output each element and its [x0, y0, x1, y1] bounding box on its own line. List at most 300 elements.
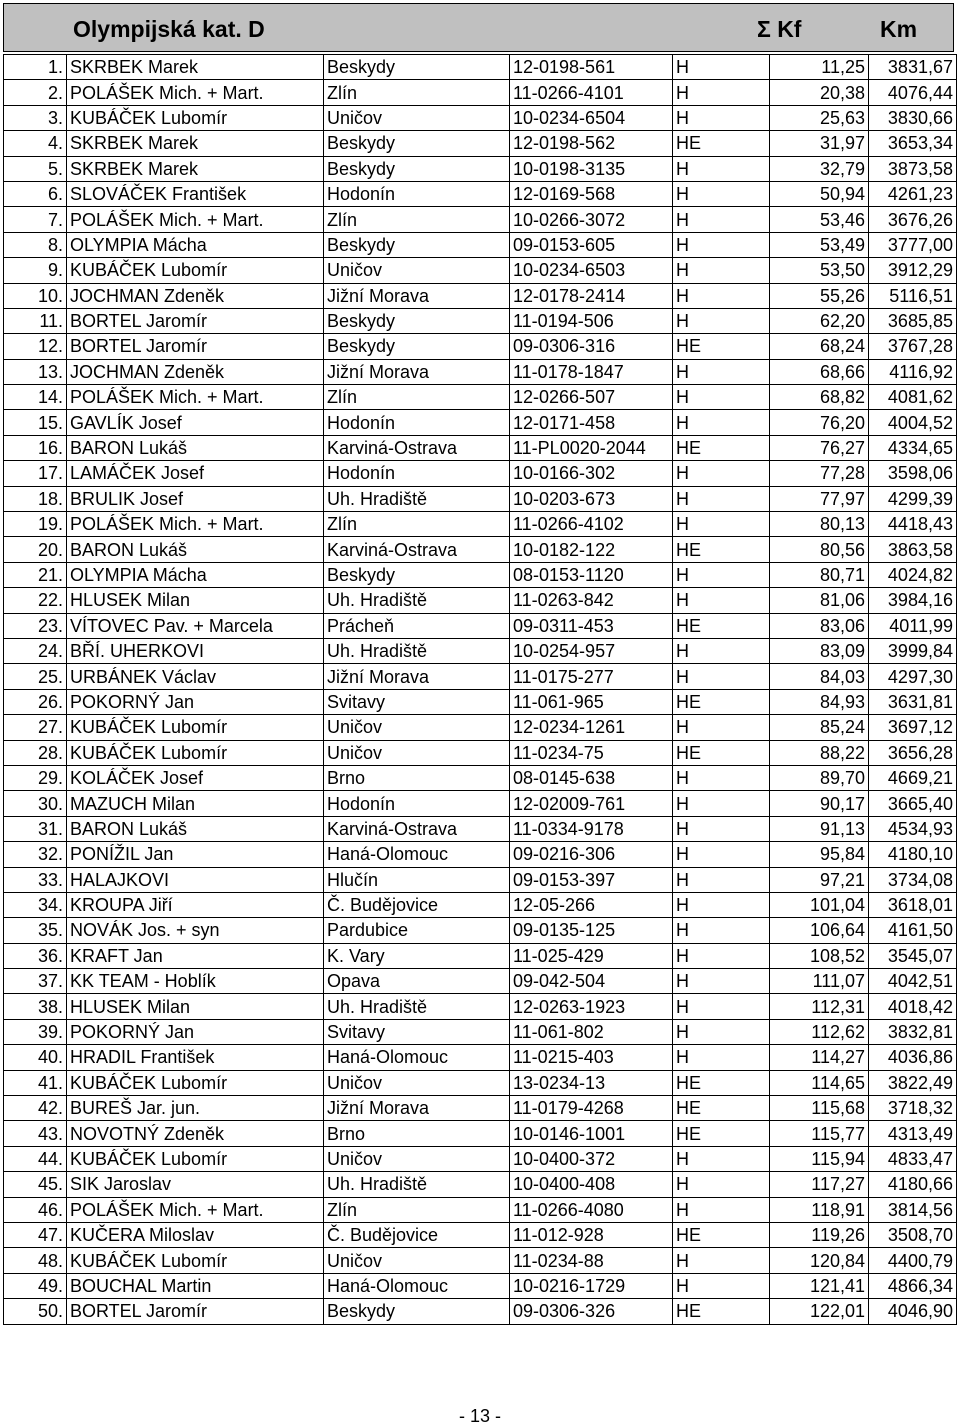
category-cell: H: [673, 207, 770, 232]
table-row: [4, 765, 957, 790]
category-cell: H: [673, 55, 770, 80]
table-row: [4, 537, 957, 562]
category-cell: H: [673, 486, 770, 511]
name-cell: KUBÁČEK Lubomír: [67, 715, 324, 740]
ring-id-cell: 13-0234-13: [510, 1070, 673, 1095]
kf-cell: 55,26: [770, 283, 869, 308]
category-cell: H: [673, 1197, 770, 1222]
category-cell: H: [673, 156, 770, 181]
name-cell: BORTEL Jaromír: [67, 308, 324, 333]
table-row: [4, 512, 957, 537]
rank-cell: 19.: [4, 512, 67, 537]
rank-cell: 25.: [4, 664, 67, 689]
table-row: [4, 1273, 957, 1298]
table-row: [4, 664, 957, 689]
km-cell: 4011,99: [869, 613, 957, 638]
category-cell: H: [673, 1172, 770, 1197]
kf-cell: 77,28: [770, 461, 869, 486]
name-cell: SIK Jaroslav: [67, 1172, 324, 1197]
km-cell: 3618,01: [869, 892, 957, 917]
km-cell: 3653,34: [869, 131, 957, 156]
table-row: [4, 258, 957, 283]
km-cell: 3777,00: [869, 232, 957, 257]
ring-id-cell: 11-0234-75: [510, 740, 673, 765]
ring-id-cell: 11-0178-1847: [510, 359, 673, 384]
rank-cell: 6.: [4, 181, 67, 206]
table-row: [4, 892, 957, 917]
kf-cell: 114,65: [770, 1070, 869, 1095]
ring-id-cell: 11-PL0020-2044: [510, 435, 673, 460]
region-cell: Jižní Morava: [324, 359, 510, 384]
km-cell: 4534,93: [869, 816, 957, 841]
region-cell: Jižní Morava: [324, 664, 510, 689]
km-cell: 3999,84: [869, 638, 957, 663]
ring-id-cell: 10-0234-6503: [510, 258, 673, 283]
name-cell: HLUSEK Milan: [67, 588, 324, 613]
category-cell: HE: [673, 1121, 770, 1146]
name-cell: POLÁŠEK Mich. + Mart.: [67, 385, 324, 410]
region-cell: Hlučín: [324, 867, 510, 892]
ring-id-cell: 09-0306-316: [510, 334, 673, 359]
category-cell: H: [673, 1019, 770, 1044]
km-cell: 4116,92: [869, 359, 957, 384]
category-cell: HE: [673, 1222, 770, 1247]
name-cell: PONÍŽIL Jan: [67, 842, 324, 867]
region-cell: Hodonín: [324, 791, 510, 816]
km-cell: 3656,28: [869, 740, 957, 765]
name-cell: OLYMPIA Mácha: [67, 562, 324, 587]
kf-cell: 84,93: [770, 689, 869, 714]
table-row: [4, 80, 957, 105]
km-cell: 4046,90: [869, 1299, 957, 1324]
category-cell: HE: [673, 435, 770, 460]
kf-cell: 31,97: [770, 131, 869, 156]
name-cell: KK TEAM - Hoblík: [67, 969, 324, 994]
category-cell: HE: [673, 1070, 770, 1095]
region-cell: Uničov: [324, 258, 510, 283]
category-cell: H: [673, 410, 770, 435]
rank-cell: 34.: [4, 892, 67, 917]
km-cell: 3718,32: [869, 1096, 957, 1121]
region-cell: Uh. Hradiště: [324, 486, 510, 511]
name-cell: KUBÁČEK Lubomír: [67, 258, 324, 283]
name-cell: NOVÁK Jos. + syn: [67, 918, 324, 943]
rank-cell: 20.: [4, 537, 67, 562]
name-cell: JOCHMAN Zdeněk: [67, 359, 324, 384]
ring-id-cell: 12-0178-2414: [510, 283, 673, 308]
km-cell: 4833,47: [869, 1146, 957, 1171]
region-cell: Beskydy: [324, 334, 510, 359]
rank-cell: 47.: [4, 1222, 67, 1247]
name-cell: HALAJKOVI: [67, 867, 324, 892]
region-cell: Uničov: [324, 740, 510, 765]
ring-id-cell: 10-0400-372: [510, 1146, 673, 1171]
category-cell: H: [673, 1146, 770, 1171]
ring-id-cell: 12-0198-562: [510, 131, 673, 156]
name-cell: POKORNÝ Jan: [67, 689, 324, 714]
kf-cell: 101,04: [770, 892, 869, 917]
category-cell: H: [673, 969, 770, 994]
category-cell: H: [673, 308, 770, 333]
ring-id-cell: 11-061-802: [510, 1019, 673, 1044]
ring-id-cell: 08-0145-638: [510, 765, 673, 790]
table-row: [4, 156, 957, 181]
name-cell: SKRBEK Marek: [67, 156, 324, 181]
rank-cell: 24.: [4, 638, 67, 663]
category-cell: H: [673, 842, 770, 867]
rank-cell: 43.: [4, 1121, 67, 1146]
km-cell: 3676,26: [869, 207, 957, 232]
ring-id-cell: 10-0182-122: [510, 537, 673, 562]
name-cell: KUČERA Miloslav: [67, 1222, 324, 1247]
results-body: [4, 55, 957, 1325]
kf-cell: 97,21: [770, 867, 869, 892]
km-cell: 3685,85: [869, 308, 957, 333]
category-cell: H: [673, 994, 770, 1019]
region-cell: Uh. Hradiště: [324, 1172, 510, 1197]
name-cell: BŘÍ. UHERKOVI: [67, 638, 324, 663]
rank-cell: 1.: [4, 55, 67, 80]
name-cell: POKORNÝ Jan: [67, 1019, 324, 1044]
table-row: [4, 283, 957, 308]
region-cell: Beskydy: [324, 55, 510, 80]
rank-cell: 42.: [4, 1096, 67, 1121]
name-cell: BOUCHAL Martin: [67, 1273, 324, 1298]
name-cell: BORTEL Jaromír: [67, 334, 324, 359]
ring-id-cell: 11-0215-403: [510, 1045, 673, 1070]
km-cell: 3873,58: [869, 156, 957, 181]
name-cell: GAVLÍK Josef: [67, 410, 324, 435]
ring-id-cell: 11-0179-4268: [510, 1096, 673, 1121]
category-cell: H: [673, 715, 770, 740]
kf-cell: 20,38: [770, 80, 869, 105]
ring-id-cell: 09-0311-453: [510, 613, 673, 638]
rank-cell: 38.: [4, 994, 67, 1019]
kf-cell: 115,68: [770, 1096, 869, 1121]
name-cell: SLOVÁČEK František: [67, 181, 324, 206]
km-cell: 3814,56: [869, 1197, 957, 1222]
region-cell: Zlín: [324, 1197, 510, 1222]
rank-cell: 22.: [4, 588, 67, 613]
ring-id-cell: 09-0153-397: [510, 867, 673, 892]
category-cell: H: [673, 512, 770, 537]
category-cell: H: [673, 562, 770, 587]
km-cell: 4161,50: [869, 918, 957, 943]
region-cell: Brno: [324, 1121, 510, 1146]
table-row: [4, 562, 957, 587]
region-cell: Prácheň: [324, 613, 510, 638]
region-cell: Svitavy: [324, 1019, 510, 1044]
table-row: [4, 943, 957, 968]
km-cell: 3598,06: [869, 461, 957, 486]
rank-cell: 30.: [4, 791, 67, 816]
kf-cell: 80,71: [770, 562, 869, 587]
kf-cell: 117,27: [770, 1172, 869, 1197]
rank-cell: 49.: [4, 1273, 67, 1298]
kf-cell: 76,20: [770, 410, 869, 435]
kf-cell: 95,84: [770, 842, 869, 867]
category-cell: H: [673, 232, 770, 257]
kf-cell: 83,06: [770, 613, 869, 638]
category-cell: HE: [673, 334, 770, 359]
km-cell: 4400,79: [869, 1248, 957, 1273]
rank-cell: 40.: [4, 1045, 67, 1070]
km-cell: 4313,49: [869, 1121, 957, 1146]
rank-cell: 31.: [4, 816, 67, 841]
table-row: [4, 131, 957, 156]
rank-cell: 35.: [4, 918, 67, 943]
category-cell: H: [673, 181, 770, 206]
kf-cell: 122,01: [770, 1299, 869, 1324]
kf-cell: 111,07: [770, 969, 869, 994]
kf-cell: 91,13: [770, 816, 869, 841]
category-cell: H: [673, 638, 770, 663]
ring-id-cell: 12-0234-1261: [510, 715, 673, 740]
category-cell: H: [673, 588, 770, 613]
table-row: [4, 461, 957, 486]
km-cell: 4081,62: [869, 385, 957, 410]
rank-cell: 14.: [4, 385, 67, 410]
table-row: [4, 1121, 957, 1146]
kf-cell: 108,52: [770, 943, 869, 968]
category-cell: HE: [673, 613, 770, 638]
region-cell: Zlín: [324, 207, 510, 232]
km-cell: 4261,23: [869, 181, 957, 206]
category-cell: HE: [673, 740, 770, 765]
rank-cell: 10.: [4, 283, 67, 308]
rank-cell: 21.: [4, 562, 67, 587]
region-cell: Uh. Hradiště: [324, 588, 510, 613]
category-cell: H: [673, 461, 770, 486]
ring-id-cell: 11-0266-4080: [510, 1197, 673, 1222]
km-cell: 3734,08: [869, 867, 957, 892]
page-number: - 13 -: [458, 1406, 501, 1426]
region-cell: Opava: [324, 969, 510, 994]
ring-id-cell: 10-0146-1001: [510, 1121, 673, 1146]
region-cell: Hodonín: [324, 181, 510, 206]
region-cell: Beskydy: [324, 1299, 510, 1324]
kf-column-header: Σ Kf: [757, 16, 802, 42]
page-title: Olympijská kat. D: [73, 16, 265, 42]
region-cell: Zlín: [324, 385, 510, 410]
kf-cell: 50,94: [770, 181, 869, 206]
km-cell: 3831,67: [869, 55, 957, 80]
km-cell: 3697,12: [869, 715, 957, 740]
km-cell: 4299,39: [869, 486, 957, 511]
region-cell: Brno: [324, 765, 510, 790]
category-cell: H: [673, 664, 770, 689]
rank-cell: 48.: [4, 1248, 67, 1273]
region-cell: Uh. Hradiště: [324, 638, 510, 663]
table-row: [4, 359, 957, 384]
name-cell: BRULIK Josef: [67, 486, 324, 511]
region-cell: Haná-Olomouc: [324, 1273, 510, 1298]
name-cell: BARON Lukáš: [67, 537, 324, 562]
table-row: [4, 308, 957, 333]
km-cell: 4042,51: [869, 969, 957, 994]
km-cell: 3767,28: [869, 334, 957, 359]
table-row: [4, 791, 957, 816]
kf-cell: 68,66: [770, 359, 869, 384]
table-row: [4, 1045, 957, 1070]
name-cell: KROUPA Jiří: [67, 892, 324, 917]
category-cell: H: [673, 105, 770, 130]
name-cell: POLÁŠEK Mich. + Mart.: [67, 80, 324, 105]
kf-cell: 80,13: [770, 512, 869, 537]
category-cell: H: [673, 867, 770, 892]
name-cell: HLUSEK Milan: [67, 994, 324, 1019]
rank-cell: 45.: [4, 1172, 67, 1197]
table-row: [4, 1096, 957, 1121]
name-cell: BARON Lukáš: [67, 816, 324, 841]
kf-cell: 118,91: [770, 1197, 869, 1222]
km-column-header: Km: [880, 16, 918, 42]
region-cell: Svitavy: [324, 689, 510, 714]
ring-id-cell: 12-05-266: [510, 892, 673, 917]
table-row: [4, 715, 957, 740]
rank-cell: 12.: [4, 334, 67, 359]
category-cell: H: [673, 791, 770, 816]
ring-id-cell: 11-0234-88: [510, 1248, 673, 1273]
km-cell: 4036,86: [869, 1045, 957, 1070]
table-row: [4, 613, 957, 638]
rank-cell: 46.: [4, 1197, 67, 1222]
name-cell: KUBÁČEK Lubomír: [67, 105, 324, 130]
ring-id-cell: 10-0198-3135: [510, 156, 673, 181]
table-row: [4, 1070, 957, 1095]
km-cell: 4334,65: [869, 435, 957, 460]
table-row: [4, 232, 957, 257]
region-cell: Uničov: [324, 1146, 510, 1171]
kf-cell: 106,64: [770, 918, 869, 943]
km-cell: 3832,81: [869, 1019, 957, 1044]
region-cell: Hodonín: [324, 461, 510, 486]
table-row: [4, 867, 957, 892]
kf-cell: 53,49: [770, 232, 869, 257]
rank-cell: 27.: [4, 715, 67, 740]
table-row: [4, 1146, 957, 1171]
rank-cell: 9.: [4, 258, 67, 283]
region-cell: Haná-Olomouc: [324, 842, 510, 867]
rank-cell: 16.: [4, 435, 67, 460]
kf-cell: 53,46: [770, 207, 869, 232]
ring-id-cell: 11-0175-277: [510, 664, 673, 689]
kf-cell: 53,50: [770, 258, 869, 283]
table-row: [4, 638, 957, 663]
ring-id-cell: 12-0171-458: [510, 410, 673, 435]
rank-cell: 41.: [4, 1070, 67, 1095]
region-cell: K. Vary: [324, 943, 510, 968]
km-cell: 4180,10: [869, 842, 957, 867]
name-cell: BARON Lukáš: [67, 435, 324, 460]
region-cell: Karviná-Ostrava: [324, 816, 510, 841]
km-cell: 4866,34: [869, 1273, 957, 1298]
name-cell: JOCHMAN Zdeněk: [67, 283, 324, 308]
table-row: [4, 816, 957, 841]
rank-cell: 39.: [4, 1019, 67, 1044]
name-cell: BUREŠ Jar. jun.: [67, 1096, 324, 1121]
rank-cell: 15.: [4, 410, 67, 435]
name-cell: KRAFT Jan: [67, 943, 324, 968]
ring-id-cell: 09-0153-605: [510, 232, 673, 257]
category-cell: HE: [673, 537, 770, 562]
kf-cell: 32,79: [770, 156, 869, 181]
ring-id-cell: 11-012-928: [510, 1222, 673, 1247]
km-cell: 5116,51: [869, 283, 957, 308]
rank-cell: 37.: [4, 969, 67, 994]
kf-cell: 68,82: [770, 385, 869, 410]
kf-cell: 115,77: [770, 1121, 869, 1146]
kf-cell: 119,26: [770, 1222, 869, 1247]
region-cell: Karviná-Ostrava: [324, 537, 510, 562]
name-cell: URBÁNEK Václav: [67, 664, 324, 689]
table-row: [4, 410, 957, 435]
ring-id-cell: 11-0266-4101: [510, 80, 673, 105]
category-cell: H: [673, 258, 770, 283]
rank-cell: 50.: [4, 1299, 67, 1324]
table-row: [4, 740, 957, 765]
category-cell: HE: [673, 689, 770, 714]
region-cell: Č. Budějovice: [324, 892, 510, 917]
table-row: [4, 918, 957, 943]
category-cell: HE: [673, 1299, 770, 1324]
name-cell: KUBÁČEK Lubomír: [67, 1146, 324, 1171]
category-cell: H: [673, 80, 770, 105]
kf-cell: 112,62: [770, 1019, 869, 1044]
ring-id-cell: 12-0198-561: [510, 55, 673, 80]
kf-cell: 85,24: [770, 715, 869, 740]
rank-cell: 26.: [4, 689, 67, 714]
table-row: [4, 1248, 957, 1273]
table-row: [4, 1222, 957, 1247]
table-row: [4, 486, 957, 511]
ring-id-cell: 12-0169-568: [510, 181, 673, 206]
table-row: [4, 207, 957, 232]
name-cell: OLYMPIA Mácha: [67, 232, 324, 257]
name-cell: KUBÁČEK Lubomír: [67, 1248, 324, 1273]
category-cell: H: [673, 943, 770, 968]
name-cell: KUBÁČEK Lubomír: [67, 740, 324, 765]
ring-id-cell: 10-0234-6504: [510, 105, 673, 130]
ring-id-cell: 09-0216-306: [510, 842, 673, 867]
rank-cell: 29.: [4, 765, 67, 790]
category-cell: H: [673, 359, 770, 384]
region-cell: Karviná-Ostrava: [324, 435, 510, 460]
table-row: [4, 435, 957, 460]
ring-id-cell: 11-0266-4102: [510, 512, 673, 537]
kf-cell: 115,94: [770, 1146, 869, 1171]
category-cell: H: [673, 918, 770, 943]
rank-cell: 13.: [4, 359, 67, 384]
km-cell: 3830,66: [869, 105, 957, 130]
kf-cell: 89,70: [770, 765, 869, 790]
region-cell: Jižní Morava: [324, 283, 510, 308]
region-cell: Jižní Morava: [324, 1096, 510, 1121]
name-cell: BORTEL Jaromír: [67, 1299, 324, 1324]
kf-cell: 77,97: [770, 486, 869, 511]
name-cell: SKRBEK Marek: [67, 131, 324, 156]
km-cell: 3912,29: [869, 258, 957, 283]
table-row: [4, 1299, 957, 1324]
kf-cell: 120,84: [770, 1248, 869, 1273]
table-row: [4, 1172, 957, 1197]
category-cell: H: [673, 765, 770, 790]
name-cell: SKRBEK Marek: [67, 55, 324, 80]
ring-id-cell: 10-0400-408: [510, 1172, 673, 1197]
kf-cell: 84,03: [770, 664, 869, 689]
region-cell: Č. Budějovice: [324, 1222, 510, 1247]
results-table: [3, 54, 957, 1325]
